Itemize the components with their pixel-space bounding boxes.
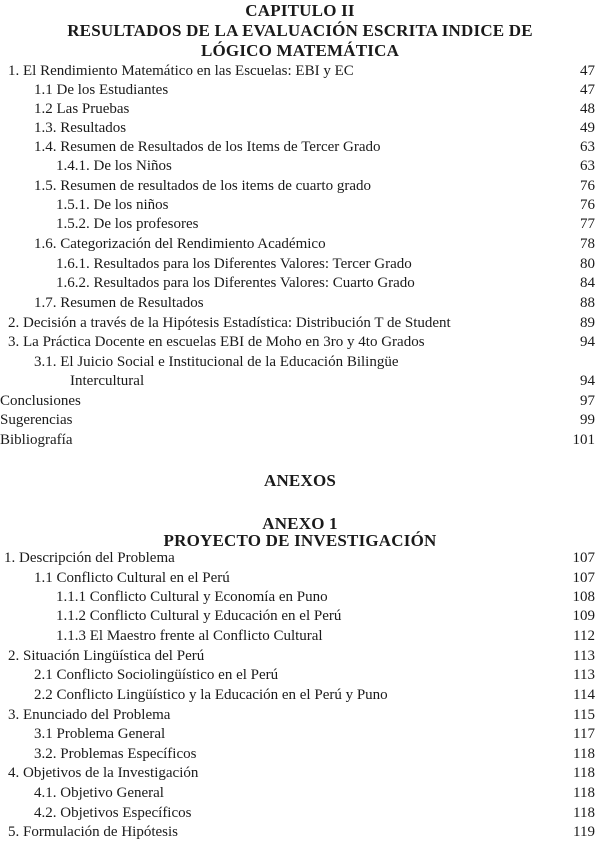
toc-entry-page: 78 bbox=[580, 236, 595, 252]
toc-entry-page: 47 bbox=[580, 82, 595, 98]
toc-entry-page: 109 bbox=[572, 608, 595, 624]
toc-entry-label: 3.1 Problema General bbox=[34, 726, 166, 742]
toc-entry bbox=[0, 763, 600, 783]
toc-entry-page: 99 bbox=[580, 412, 595, 428]
toc-entry-page: 49 bbox=[580, 120, 595, 136]
toc-entry-label: 1.5.2. De los profesores bbox=[56, 216, 199, 232]
toc-entry-page: 118 bbox=[573, 765, 595, 781]
toc-entry bbox=[0, 646, 600, 666]
toc-entry-page: 113 bbox=[573, 648, 595, 664]
toc-entry-label: 1.5. Resumen de resultados de los items de cuarto grado bbox=[34, 178, 372, 194]
toc-entry-label: 2. Decisión a través de la Hipótesis Estadística: Distribución T de Student bbox=[8, 315, 451, 331]
annexes-heading: ANEXOS bbox=[263, 471, 337, 490]
toc-entry-label: 1.6.1. Resultados para los Diferentes Valores: Tercer Grado bbox=[56, 256, 412, 272]
toc-entry-label: 1. Descripción del Problema bbox=[4, 550, 175, 566]
toc-entry-page: 47 bbox=[580, 63, 595, 79]
toc-entry bbox=[0, 626, 600, 646]
toc-entry-page: 94 bbox=[580, 373, 595, 389]
toc-entry bbox=[0, 783, 600, 803]
toc-entry bbox=[0, 176, 600, 196]
toc-entry-label: Sugerencias bbox=[0, 412, 73, 428]
toc-entry-label: 1.4. Resumen de Resultados de los Items de Tercer Grado bbox=[34, 139, 381, 155]
toc-entry-page: 89 bbox=[580, 315, 595, 331]
toc-entry-label: 3.2. Problemas Específicos bbox=[34, 746, 197, 762]
toc-entry bbox=[0, 744, 600, 764]
toc-entry-page: 77 bbox=[580, 216, 595, 232]
toc-entry bbox=[0, 410, 600, 430]
toc-entry-page: 107 bbox=[572, 550, 595, 566]
toc-entry-page: 48 bbox=[580, 101, 595, 117]
toc-entry-label: Conclusiones bbox=[0, 393, 81, 409]
toc-entry bbox=[0, 332, 600, 352]
toc-entry bbox=[0, 705, 600, 725]
toc-entry-label: 2. Situación Lingüística del Perú bbox=[8, 648, 205, 664]
toc-entry-page: 119 bbox=[573, 824, 595, 840]
toc-entry bbox=[0, 80, 600, 100]
toc-entry-label: 1.6. Categorización del Rendimiento Académico bbox=[34, 236, 326, 252]
toc-entry bbox=[0, 685, 600, 705]
toc-entry bbox=[0, 254, 600, 274]
toc-entry-page: 101 bbox=[572, 432, 595, 448]
annex-title: ANEXO 1 bbox=[262, 514, 338, 533]
toc-entry-label: 1.2 Las Pruebas bbox=[34, 101, 130, 117]
toc-entry-label: 1.5.1. De los niños bbox=[56, 197, 169, 213]
toc-entry-page: 63 bbox=[580, 139, 595, 155]
toc-entry-label: 2.2 Conflicto Lingüístico y la Educación en el Perú y Puno bbox=[34, 687, 388, 703]
toc-entry-page: 94 bbox=[580, 334, 595, 350]
toc-entry-label: 1.1.1 Conflicto Cultural y Economía en Puno bbox=[56, 589, 328, 605]
toc-entry-page: 118 bbox=[573, 805, 595, 821]
toc-entry-page: 115 bbox=[573, 707, 595, 723]
toc-entry-page: 113 bbox=[573, 667, 595, 683]
toc-entry-label: 1.4.1. De los Niños bbox=[56, 158, 172, 174]
toc-entry bbox=[0, 352, 600, 372]
toc-entry-page: 97 bbox=[580, 393, 595, 409]
toc-entry bbox=[0, 99, 600, 119]
toc-entry bbox=[0, 665, 600, 685]
toc-entry bbox=[0, 137, 600, 157]
toc-entry-label: Bibliografía bbox=[0, 432, 73, 448]
toc-entry-page: 76 bbox=[580, 178, 595, 194]
toc-entry-label: 1.1 Conflicto Cultural en el Perú bbox=[34, 570, 230, 586]
toc-entry bbox=[0, 156, 600, 176]
toc-entry-page: 112 bbox=[573, 628, 595, 644]
chapter-subtitle-line1: RESULTADOS DE LA EVALUACIÓN ESCRITA INDICE DE bbox=[67, 21, 533, 40]
toc-entry-label: 4. Objetivos de la Investigación bbox=[8, 765, 199, 781]
toc-entry bbox=[0, 195, 600, 215]
toc-entry bbox=[0, 234, 600, 254]
toc-entry-label: 1.1.2 Conflicto Cultural y Educación en el Perú bbox=[56, 608, 342, 624]
toc-entry-page: 114 bbox=[573, 687, 595, 703]
toc-entry bbox=[0, 430, 600, 450]
toc-entry bbox=[0, 371, 600, 391]
toc-entry-label: 4.2. Objetivos Específicos bbox=[34, 805, 192, 821]
chapter-subtitle-line2: LÓGICO MATEMÁTICA bbox=[200, 41, 400, 60]
toc-entry bbox=[0, 822, 600, 842]
toc-entry-page: 118 bbox=[573, 746, 595, 762]
toc-entry-label: 1.1 De los Estudiantes bbox=[34, 82, 169, 98]
toc-entry-page: 88 bbox=[580, 295, 595, 311]
toc-entry-label: 2.1 Conflicto Sociolingüístico en el Perú bbox=[34, 667, 279, 683]
toc-entry-label: 5. Formulación de Hipótesis bbox=[8, 824, 178, 840]
toc-entry-page: 117 bbox=[573, 726, 595, 742]
toc-entry bbox=[0, 391, 600, 411]
toc-entry-label: 1.6.2. Resultados para los Diferentes Valores: Cuarto Grado bbox=[56, 275, 415, 291]
toc-entry bbox=[0, 214, 600, 234]
chapter-title: CAPITULO II bbox=[245, 1, 355, 20]
toc-entry-label: 3.1. El Juicio Social e Institucional de la Educación Bilingüe bbox=[34, 354, 399, 370]
toc-entry bbox=[0, 273, 600, 293]
toc-entry-page: 63 bbox=[580, 158, 595, 174]
toc-entry bbox=[0, 118, 600, 138]
toc-entry-label: 4.1. Objetivo General bbox=[34, 785, 164, 801]
toc-entry bbox=[0, 293, 600, 313]
toc-entry bbox=[0, 313, 600, 333]
toc-entry-label: 1. El Rendimiento Matemático en las Escuelas: EBI y EC bbox=[8, 63, 354, 79]
toc-entry-label: 1.1.3 El Maestro frente al Conflicto Cultural bbox=[56, 628, 323, 644]
toc-entry-page: 108 bbox=[572, 589, 595, 605]
toc-entry-page: 80 bbox=[580, 256, 595, 272]
toc-entry bbox=[0, 548, 600, 568]
annex-subtitle: PROYECTO DE INVESTIGACIÓN bbox=[163, 531, 437, 550]
toc-entry-label: 1.7. Resumen de Resultados bbox=[34, 295, 204, 311]
toc-entry-label: Intercultural bbox=[70, 373, 145, 389]
toc-entry bbox=[0, 587, 600, 607]
toc-entry bbox=[0, 724, 600, 744]
toc-entry bbox=[0, 803, 600, 823]
toc-entry-label: 1.3. Resultados bbox=[34, 120, 127, 136]
toc-entry-label: 3. La Práctica Docente en escuelas EBI de Moho en 3ro y 4to Grados bbox=[8, 334, 425, 350]
toc-entry bbox=[0, 61, 600, 81]
toc-entry-label: 3. Enunciado del Problema bbox=[8, 707, 171, 723]
toc-entry-page: 118 bbox=[573, 785, 595, 801]
toc-entry bbox=[0, 606, 600, 626]
toc-entry-page: 84 bbox=[580, 275, 595, 291]
toc-entry bbox=[0, 568, 600, 588]
toc-entry-page: 107 bbox=[572, 570, 595, 586]
toc-entry-page: 76 bbox=[580, 197, 595, 213]
